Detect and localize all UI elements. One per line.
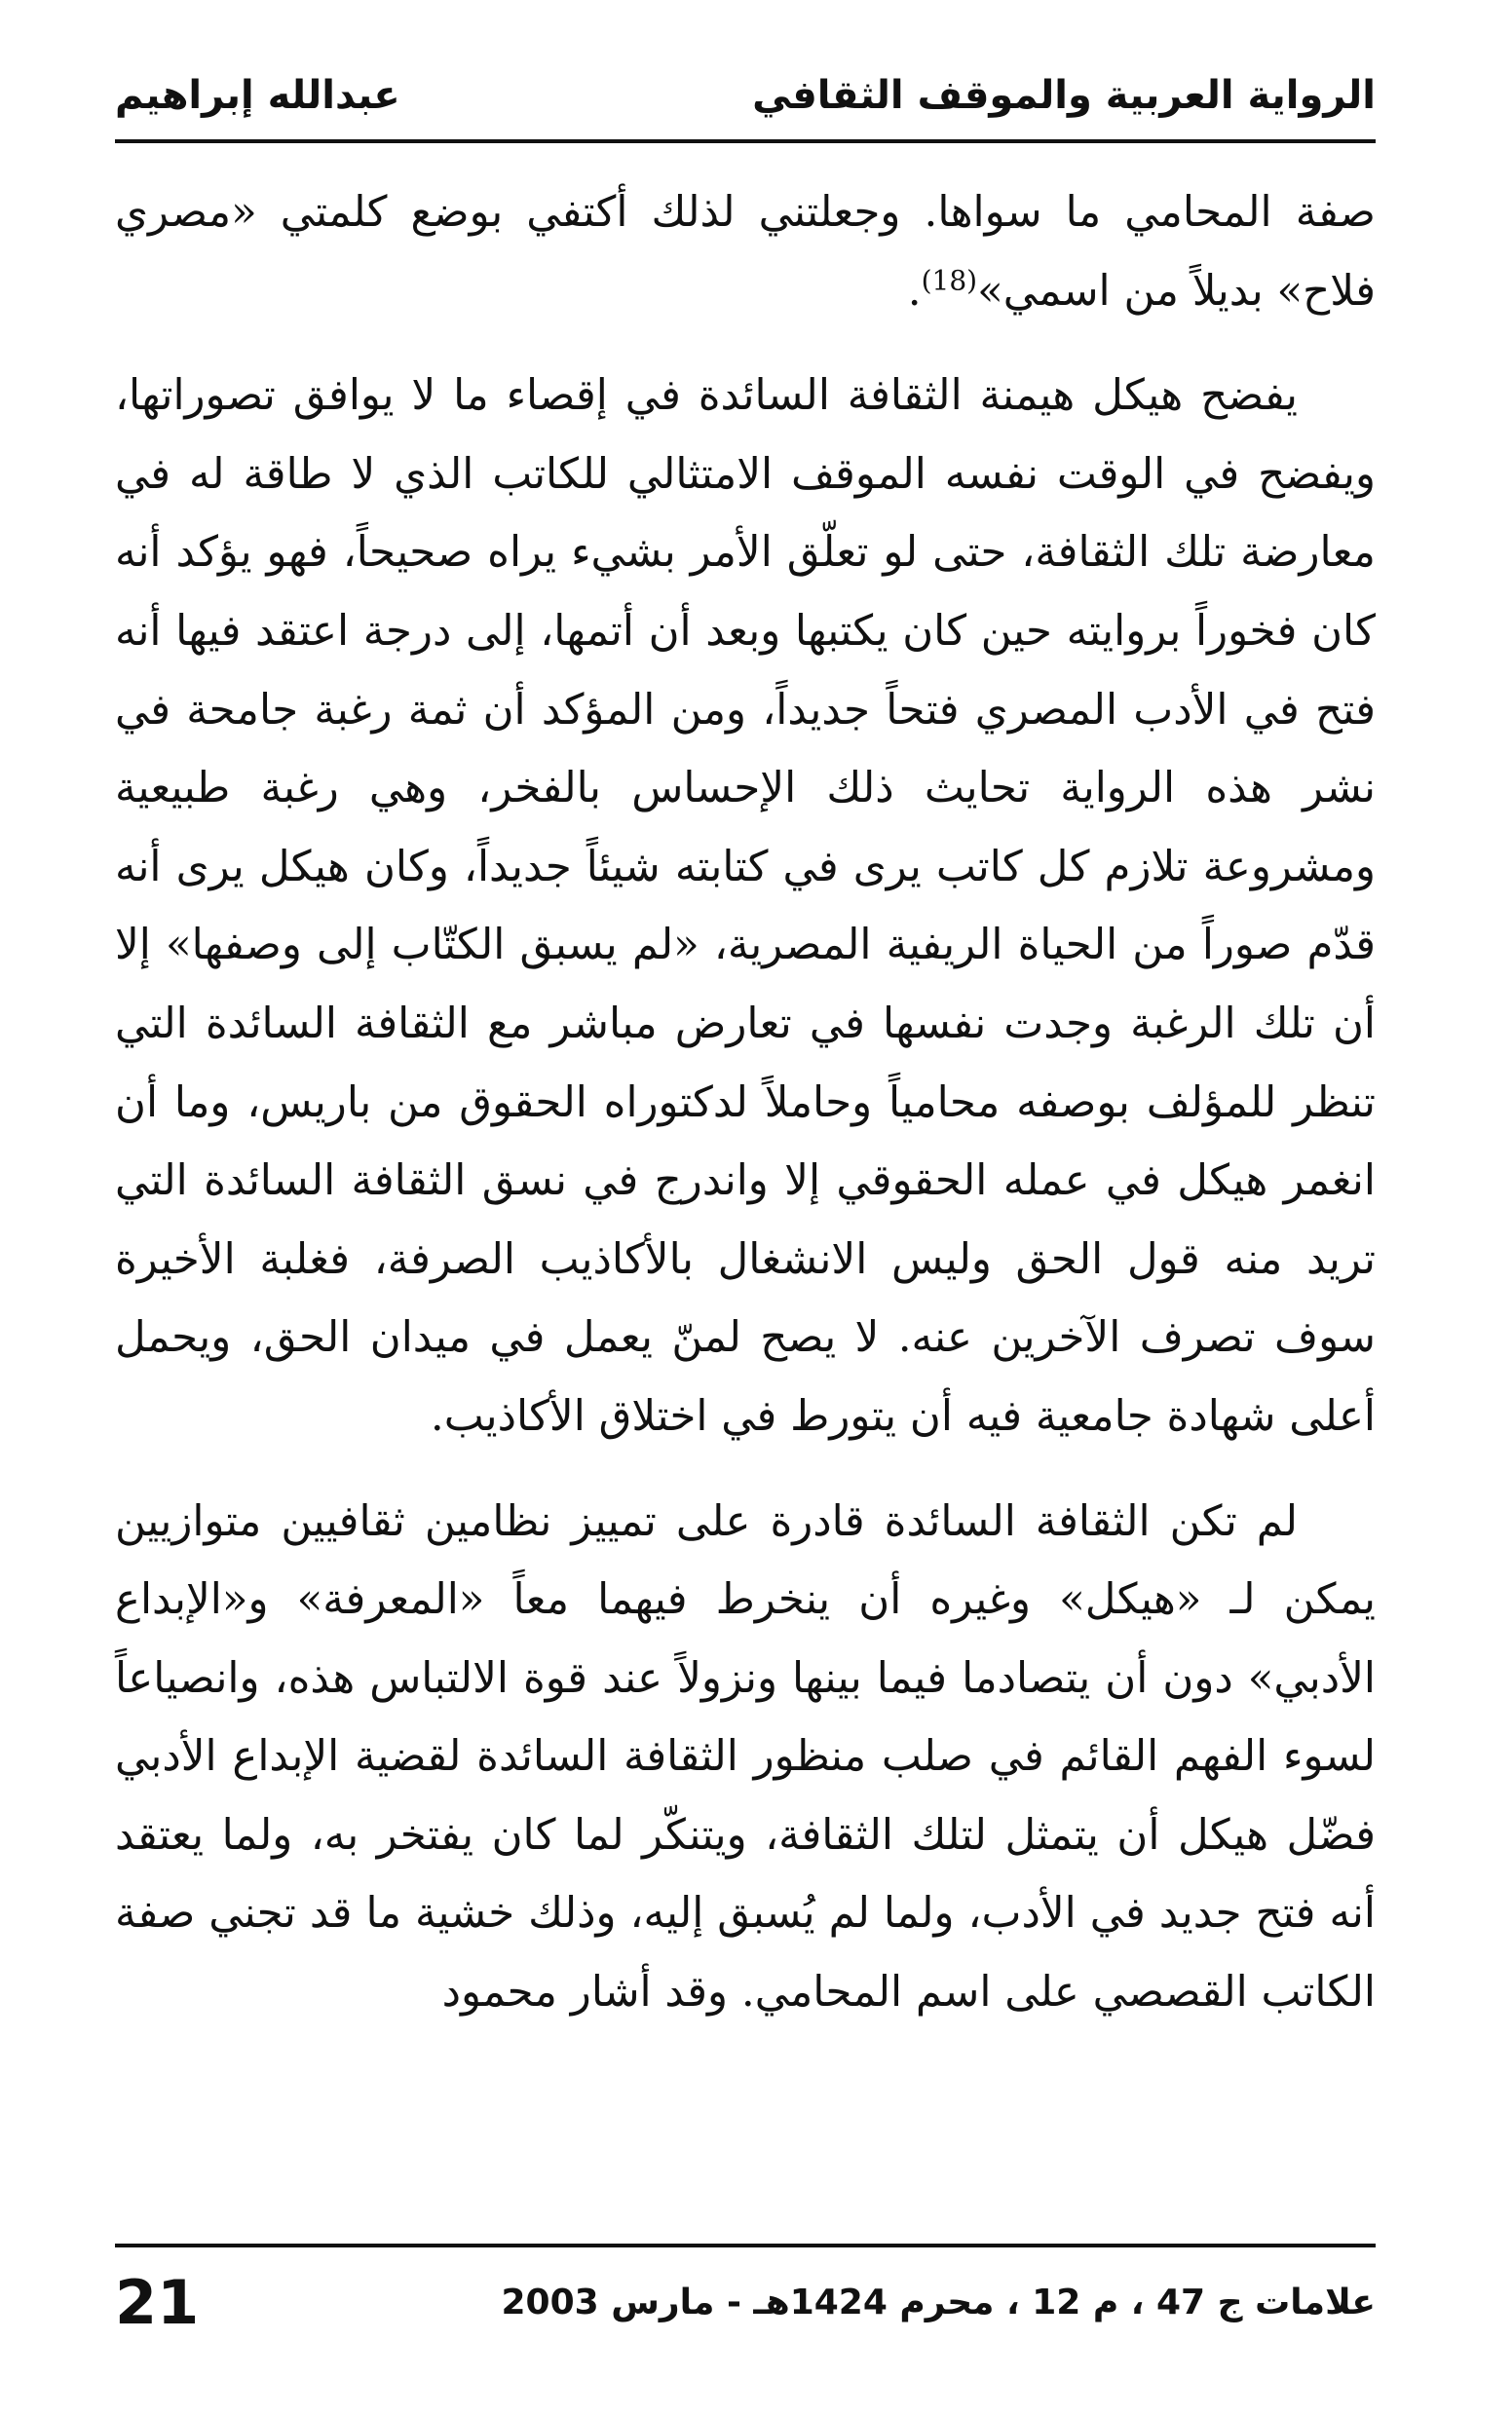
body-text [115, 173, 1376, 2032]
page-footer [115, 2258, 1376, 2346]
book-title: الرواية العربية والموقف الثقافي [752, 73, 1376, 118]
author-name: عبدالله إبراهيم [115, 73, 400, 118]
paragraph-1-text: صفة المحامي ما سواها. وجعلتني لذلك أكتفي بوضع كلمتي «مصري فلاح» بديلاً من اسمي» [115, 188, 1376, 316]
journal-citation: علامات ج 47 ، م 12 ، محرم 1424هـ - مارس 2003 [501, 2282, 1376, 2322]
footer-rule [115, 2244, 1376, 2247]
header-rule [115, 139, 1376, 143]
footnote-reference: (18) [921, 264, 978, 297]
paragraph-1 [115, 173, 1376, 330]
paragraph-1-end: . [907, 266, 922, 316]
page-number: 21 [115, 2266, 200, 2338]
paragraph-2: يفضح هيكل هيمنة الثقافة السائدة في إقصاء ما لا يوافق تصوراتها، ويفضح في الوقت نفسه الموقف الامتثالي للكاتب الذي لا طاقة له في معارضة تلك الثقافة، حتى لو تعلّق الأمر بشيء يراه صحيحاً، فهو يؤكد أنه كان فخوراً بروايته حين كان يكتبها وبعد أن أتمها، إلى درجة اعتقد فيها أنه فتح في الأدب المصري فتحاً جديداً، ومن المؤكد أن ثمة رغبة جامحة في نشر هذه الرواية تحايث ذلك الإحساس بالفخر، وهي رغبة طبيعية ومشروعة تلازم كل كاتب يرى في كتابته شيئاً جديداً، وكان هيكل يرى أنه قدّم صوراً من الحياة الريفية المصرية، «لم يسبق الكتّاب إلى وصفها» إلا أن تلك الرغبة وجدت نفسها في تعارض مباشر مع الثقافة السائدة التي تنظر للمؤلف بوصفه محامياً وحاملاً لدكتوراه الحقوق من باريس، وما أن انغمر هيكل في عمله الحقوقي إلا واندرج في نسق الثقافة السائدة التي تريد منه قول الحق وليس الانشغال بالأكاذيب الصرفة، فغلبة الأخيرة سوف تصرف الآخرين عنه. لا يصح لمنّ يعمل في ميدان الحق، ويحمل أعلى شهادة جامعية فيه أن يتورط في اختلاق الأكاذيب. [115, 371, 1377, 1441]
paragraph-3: لم تكن الثقافة السائدة قادرة على تمييز نظامين ثقافيين متوازيين يمكن لـ «هيكل» وغيره أن ينخرط فيهما معاً «المعرفة» و«الإبداع الأدبي» دون أن يتصادما فيما بينها ونزولاً عند قوة الالتباس هذه، وانصياعاً لسوء الفهم القائم في صلب منظور الثقافة السائدة لقضية الإبداع الأدبي فضّل هيكل أن يتمثل لتلك الثقافة، ويتنكّر لما كان يفتخر به، ولما يعتقد أنه فتح جديد في الأدب، ولما لم يُسبق إليه، وذلك خشية ما قد تجني صفة الكاتب القصصي على اسم المحامي. وقد أشار محمود [115, 1496, 1376, 2018]
running-head [115, 57, 1376, 134]
